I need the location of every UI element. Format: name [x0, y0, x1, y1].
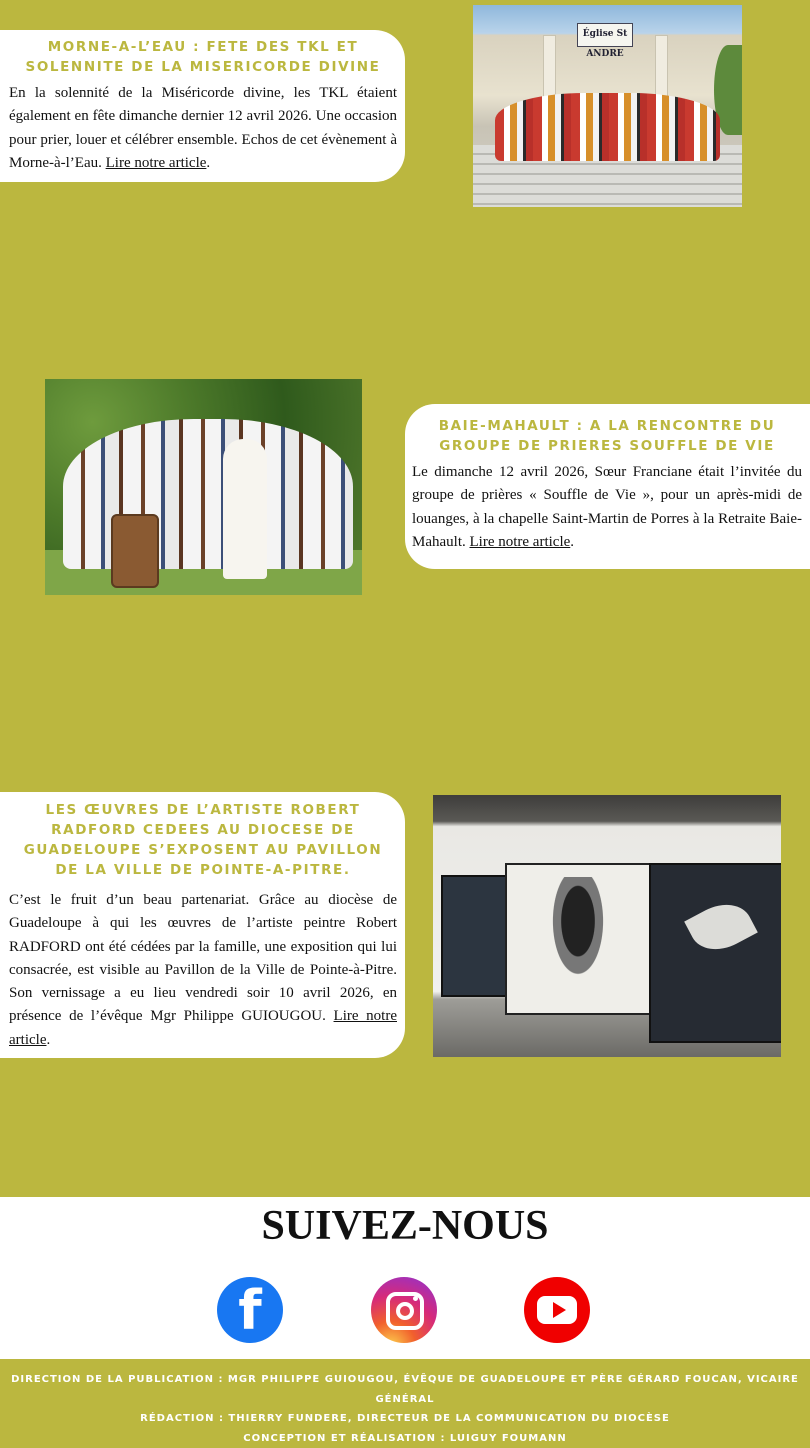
read-article-link[interactable]: Lire notre article — [106, 155, 207, 171]
youtube-icon[interactable] — [524, 1277, 590, 1343]
article-card-baie-mahault — [405, 404, 810, 569]
article-text: Le dimanche 12 avril 2026, Sœur Franciane était l’invitée du groupe de prières « Souffle de Vie », pour un après-midi de louanges, à la chapelle Saint-Martin de Porres à la Retraite Baie-Mahault. — [412, 464, 802, 550]
article-photo-church-steps — [473, 5, 742, 207]
follow-us-title: SUIVEZ-NOUS — [0, 1202, 810, 1250]
article-text-end: . — [570, 534, 574, 550]
footer-editor-line: RÉDACTION : THIERRY FUNDERE, DIRECTEUR DE LA COMMUNICATION DU DIOCÈSE — [0, 1409, 810, 1429]
footer-publication-line: DIRECTION DE LA PUBLICATION : MGR PHILIPPE GUIOUGOU, ÉVÊQUE DE GUADELOUPE ET PÈRE GÉRARD FOUCAN, VICAIRE GÉNÉRAL — [0, 1359, 810, 1409]
facebook-glyph: f — [217, 1279, 283, 1342]
follow-us-section — [0, 1197, 810, 1359]
article-title: LES ŒUVRES DE L’ARTISTE ROBERT RADFORD CEDEES AU DIOCESE DE GUADELOUPE S’EXPOSENT AU PAVILLON DE LA VILLE DE POINTE-A-PITRE. — [9, 800, 397, 880]
article-text: C’est le fruit d’un beau partenariat. Grâce au diocèse de Guadeloupe à qui les œuvres de l’artiste peintre Robert RADFORD ont été cédées par la famille, une exposition qui lui consacrée, est visible au Pavillon de la Ville de Pointe-à-Pitre. Son vernissage a eu lieu vendredi soir 10 avril 2026, en présence de l’évêque Mgr Philippe GUIOUGOU. — [9, 892, 397, 1024]
article-photo-gallery-paintings — [433, 795, 781, 1057]
article-title: MORNE-A-L’EAU : FETE DES TKL ET SOLENNITE DE LA MISERICORDE DIVINE — [9, 37, 397, 77]
footer-design-line: CONCEPTION ET RÉALISATION : LUIGUY FOUMANN — [0, 1429, 810, 1448]
article-text-end: . — [206, 155, 210, 171]
article-photo-prayer-group — [45, 379, 362, 595]
instagram-icon[interactable] — [371, 1277, 437, 1343]
article-card-radford-exhibition — [0, 792, 405, 1058]
article-body — [9, 889, 397, 1052]
article-text-end: . — [46, 1032, 50, 1048]
read-article-link[interactable]: Lire notre article — [470, 534, 571, 550]
church-sign: Église St ANDRE — [577, 23, 633, 47]
article-text: En la solennité de la Miséricorde divine, les TKL étaient également en fête dimanche dernier 12 avril 2026. Une occasion pour prier, louer et célébrer ensemble. Echos de cet évènement à Morne-à-l’Eau. — [9, 85, 397, 171]
footer-credits — [0, 1359, 810, 1440]
article-card-morne-a-leau — [0, 30, 405, 182]
article-body — [9, 82, 397, 175]
read-article-link[interactable]: Lire notre article — [9, 1008, 397, 1047]
article-body — [412, 461, 802, 554]
facebook-icon[interactable] — [217, 1277, 283, 1343]
article-title: BAIE-MAHAULT : A LA RENCONTRE DU GROUPE DE PRIERES SOUFFLE DE VIE — [412, 416, 802, 456]
